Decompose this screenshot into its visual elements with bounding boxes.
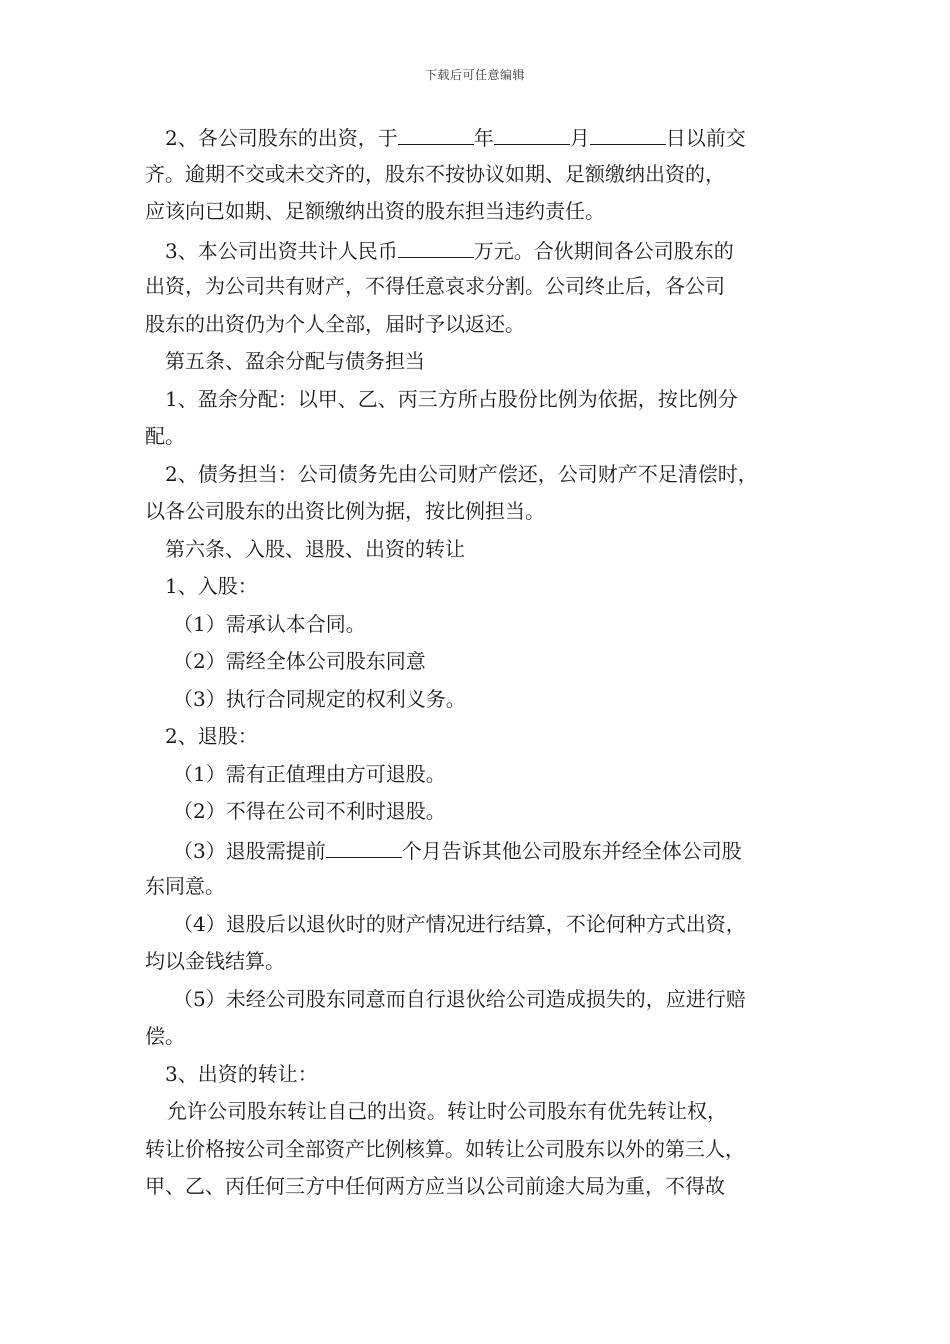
- article-6-item-2-sub-2: （2）不得在公司不利时退股。: [173, 799, 446, 823]
- article-6-item-2-sub-1: （1）需有正值理由方可退股。: [173, 761, 446, 786]
- year-blank: [398, 118, 474, 145]
- clause-3-line-3: 股东的出资仍为个人全部，届时予以返还。: [145, 311, 525, 336]
- article-5-item-1-line-1: 1、盈余分配：以甲、乙、丙三方所占股份比例为依据，按比例分: [165, 386, 738, 411]
- month-blank: [494, 118, 570, 145]
- article-5-title: 第五条、盈余分配与债务担当: [165, 349, 425, 373]
- article-6-item-1-sub-2: （2）需经全体公司股东同意: [173, 649, 426, 673]
- article-6-item-2-sub-3-line-1: [145, 831, 810, 869]
- article-5-item-2-line-2: 以各公司股东的出资比例为据，按比例担当。: [145, 499, 545, 523]
- article-6-item-2-sub-5-line-2: 偿。: [145, 1024, 185, 1048]
- clause-2-line-1: [145, 118, 810, 156]
- article-6-item-1-sub-3: （3）执行合同规定的权利义务。: [173, 686, 466, 711]
- day-blank: [590, 118, 666, 145]
- document-body: [145, 118, 810, 1206]
- text-segment: 万元。合伙期间各公司股东的: [473, 238, 734, 263]
- article-6-item-2-sub-4-line-2: 均以金钱结算。: [145, 949, 285, 973]
- text-segment: 年: [473, 126, 494, 150]
- amount-blank: [398, 231, 474, 258]
- article-6-item-3-line-3: 甲、乙、丙任何三方中任何两方应当以公司前途大局为重，不得故: [145, 1174, 725, 1198]
- clause-2-line-2: 齐。逾期不交或未交齐的，股东不按协议如期、足额缴纳出资的，: [145, 161, 725, 186]
- clause-3-line-2: 出资，为公司共有财产，不得任意哀求分割。公司终止后，各公司: [145, 274, 725, 298]
- text-segment: （3）退股需提前: [173, 838, 326, 863]
- article-6-item-2-sub-5-line-1: （5）未经公司股东同意而自行退伙给公司造成损失的，应进行赔: [173, 986, 746, 1011]
- article-6-item-1-sub-1: （1）需承认本合同。: [173, 611, 366, 636]
- article-5-item-1-line-2: 配。: [145, 424, 185, 448]
- article-6-item-2-title: 2、退股：: [165, 724, 258, 748]
- article-6-title: 第六条、入股、退股、出资的转让: [165, 536, 465, 561]
- text-segment: 个月告诉其他公司股东并经全体公司股: [401, 838, 742, 863]
- article-6-item-3-line-1: 允许公司股东转让自己的出资。转让时公司股东有优先转让权，: [167, 1099, 727, 1123]
- page-header-note: 下载后可任意编辑: [424, 68, 525, 82]
- text-segment: 月: [569, 126, 590, 150]
- text-segment: 日以前交: [665, 126, 746, 150]
- clause-3-line-1: [145, 231, 810, 269]
- article-5-item-2-line-1: 2、债务担当：公司债务先由公司财产偿还，公司财产不足清偿时，: [165, 461, 758, 486]
- article-6-item-3-line-2: 转让价格按公司全部资产比例核算。如转让公司股东以外的第三人，: [145, 1136, 745, 1161]
- article-6-item-3-title: 3、出资的转让：: [165, 1061, 318, 1086]
- months-blank: [326, 831, 402, 858]
- text-segment: 2、各公司股东的出资，于: [165, 126, 398, 150]
- article-6-item-2-sub-4-line-1: （4）退股后以退伙时的财产情况进行结算，不论何种方式出资，: [173, 911, 746, 936]
- article-6-item-1-title: 1、入股：: [165, 574, 258, 598]
- article-6-item-2-sub-3-line-2: 东同意。: [145, 874, 225, 898]
- text-segment: 3、本公司出资共计人民币: [165, 238, 398, 263]
- clause-2-line-3: 应该向已如期、足额缴纳出资的股东担当违约责任。: [145, 199, 605, 223]
